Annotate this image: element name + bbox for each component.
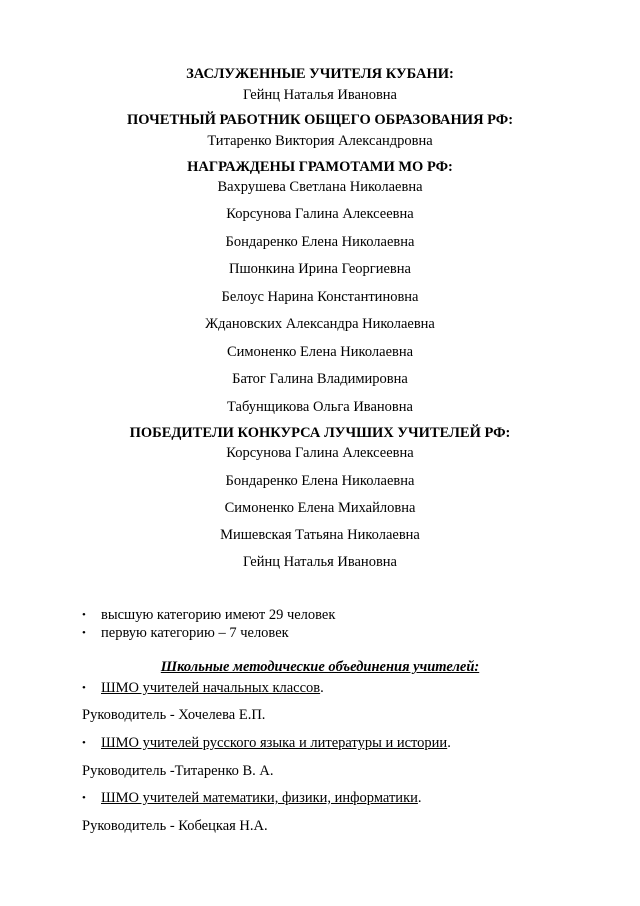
bullet-icon: • [82, 682, 86, 694]
winner-name: Бондаренко Елена Николаевна [225, 473, 415, 489]
awardee-name: Белоус Нарина Константиновна [221, 289, 419, 305]
awardee-name: Табунщикова Ольга Ивановна [227, 399, 413, 415]
shmo-group-leader: Руководитель - Хочелева Е.П. [82, 707, 266, 723]
honoree-name: Титаренко Виктория Александровна [207, 133, 433, 149]
shmo-group-item [101, 789, 422, 807]
awardee-name: Вахрушева Светлана Николаевна [217, 179, 423, 195]
shmo-group-suffix: . [320, 680, 324, 696]
shmo-group-name: ШМО учителей русского языка и литературы и истории [101, 735, 448, 751]
bullet-icon: • [82, 792, 86, 804]
section-heading-honored-teachers: ЗАСЛУЖЕННЫЕ УЧИТЕЛЯ КУБАНИ: [186, 66, 454, 82]
bullet-icon: • [82, 627, 86, 639]
winner-name: Корсунова Галина Алексеевна [226, 445, 414, 461]
shmo-group-suffix: . [447, 735, 451, 751]
shmo-group-leader: Руководитель -Титаренко В. А. [82, 763, 274, 779]
section-heading-contest-winners: ПОБЕДИТЕЛИ КОНКУРСА ЛУЧШИХ УЧИТЕЛЕЙ РФ: [129, 425, 511, 441]
shmo-group-item [101, 679, 324, 697]
shmo-group-name: ШМО учителей математики, физики, информатики [101, 790, 418, 806]
awardee-name: Ждановских Александра Николаевна [205, 316, 435, 332]
shmo-group-leader: Руководитель - Кобецкая Н.А. [82, 818, 268, 834]
honoree-name: Гейнц Наталья Ивановна [243, 87, 397, 103]
awardee-name: Бондаренко Елена Николаевна [225, 234, 415, 250]
shmo-group-suffix: . [417, 790, 422, 806]
bullet-icon: • [82, 737, 86, 749]
awardee-name: Пшонкина Ирина Георгиевна [229, 261, 411, 277]
winner-name: Гейнц Наталья Ивановна [243, 554, 397, 570]
awardee-name: Батог Галина Владимировна [232, 371, 408, 387]
shmo-group-name: ШМО учителей начальных классов [101, 680, 321, 696]
category-item: высшую категорию имеют 29 человек [101, 607, 336, 623]
winner-name: Мишевская Татьяна Николаевна [220, 527, 420, 543]
shmo-section-title: Школьные методические объединения учителей: [160, 659, 480, 675]
section-heading-ministry-awards: НАГРАЖДЕНЫ ГРАМОТАМИ МО РФ: [187, 159, 453, 175]
awardee-name: Симоненко Елена Николаевна [226, 344, 414, 360]
bullet-icon: • [82, 609, 86, 621]
awardee-name: Корсунова Галина Алексеевна [226, 206, 414, 222]
category-item: первую категорию – 7 человек [101, 625, 289, 641]
winner-name: Симоненко Елена Михайловна [224, 500, 416, 516]
section-heading-honorary-worker: ПОЧЕТНЫЙ РАБОТНИК ОБЩЕГО ОБРАЗОВАНИЯ РФ: [126, 112, 514, 128]
shmo-group-item [101, 734, 451, 752]
